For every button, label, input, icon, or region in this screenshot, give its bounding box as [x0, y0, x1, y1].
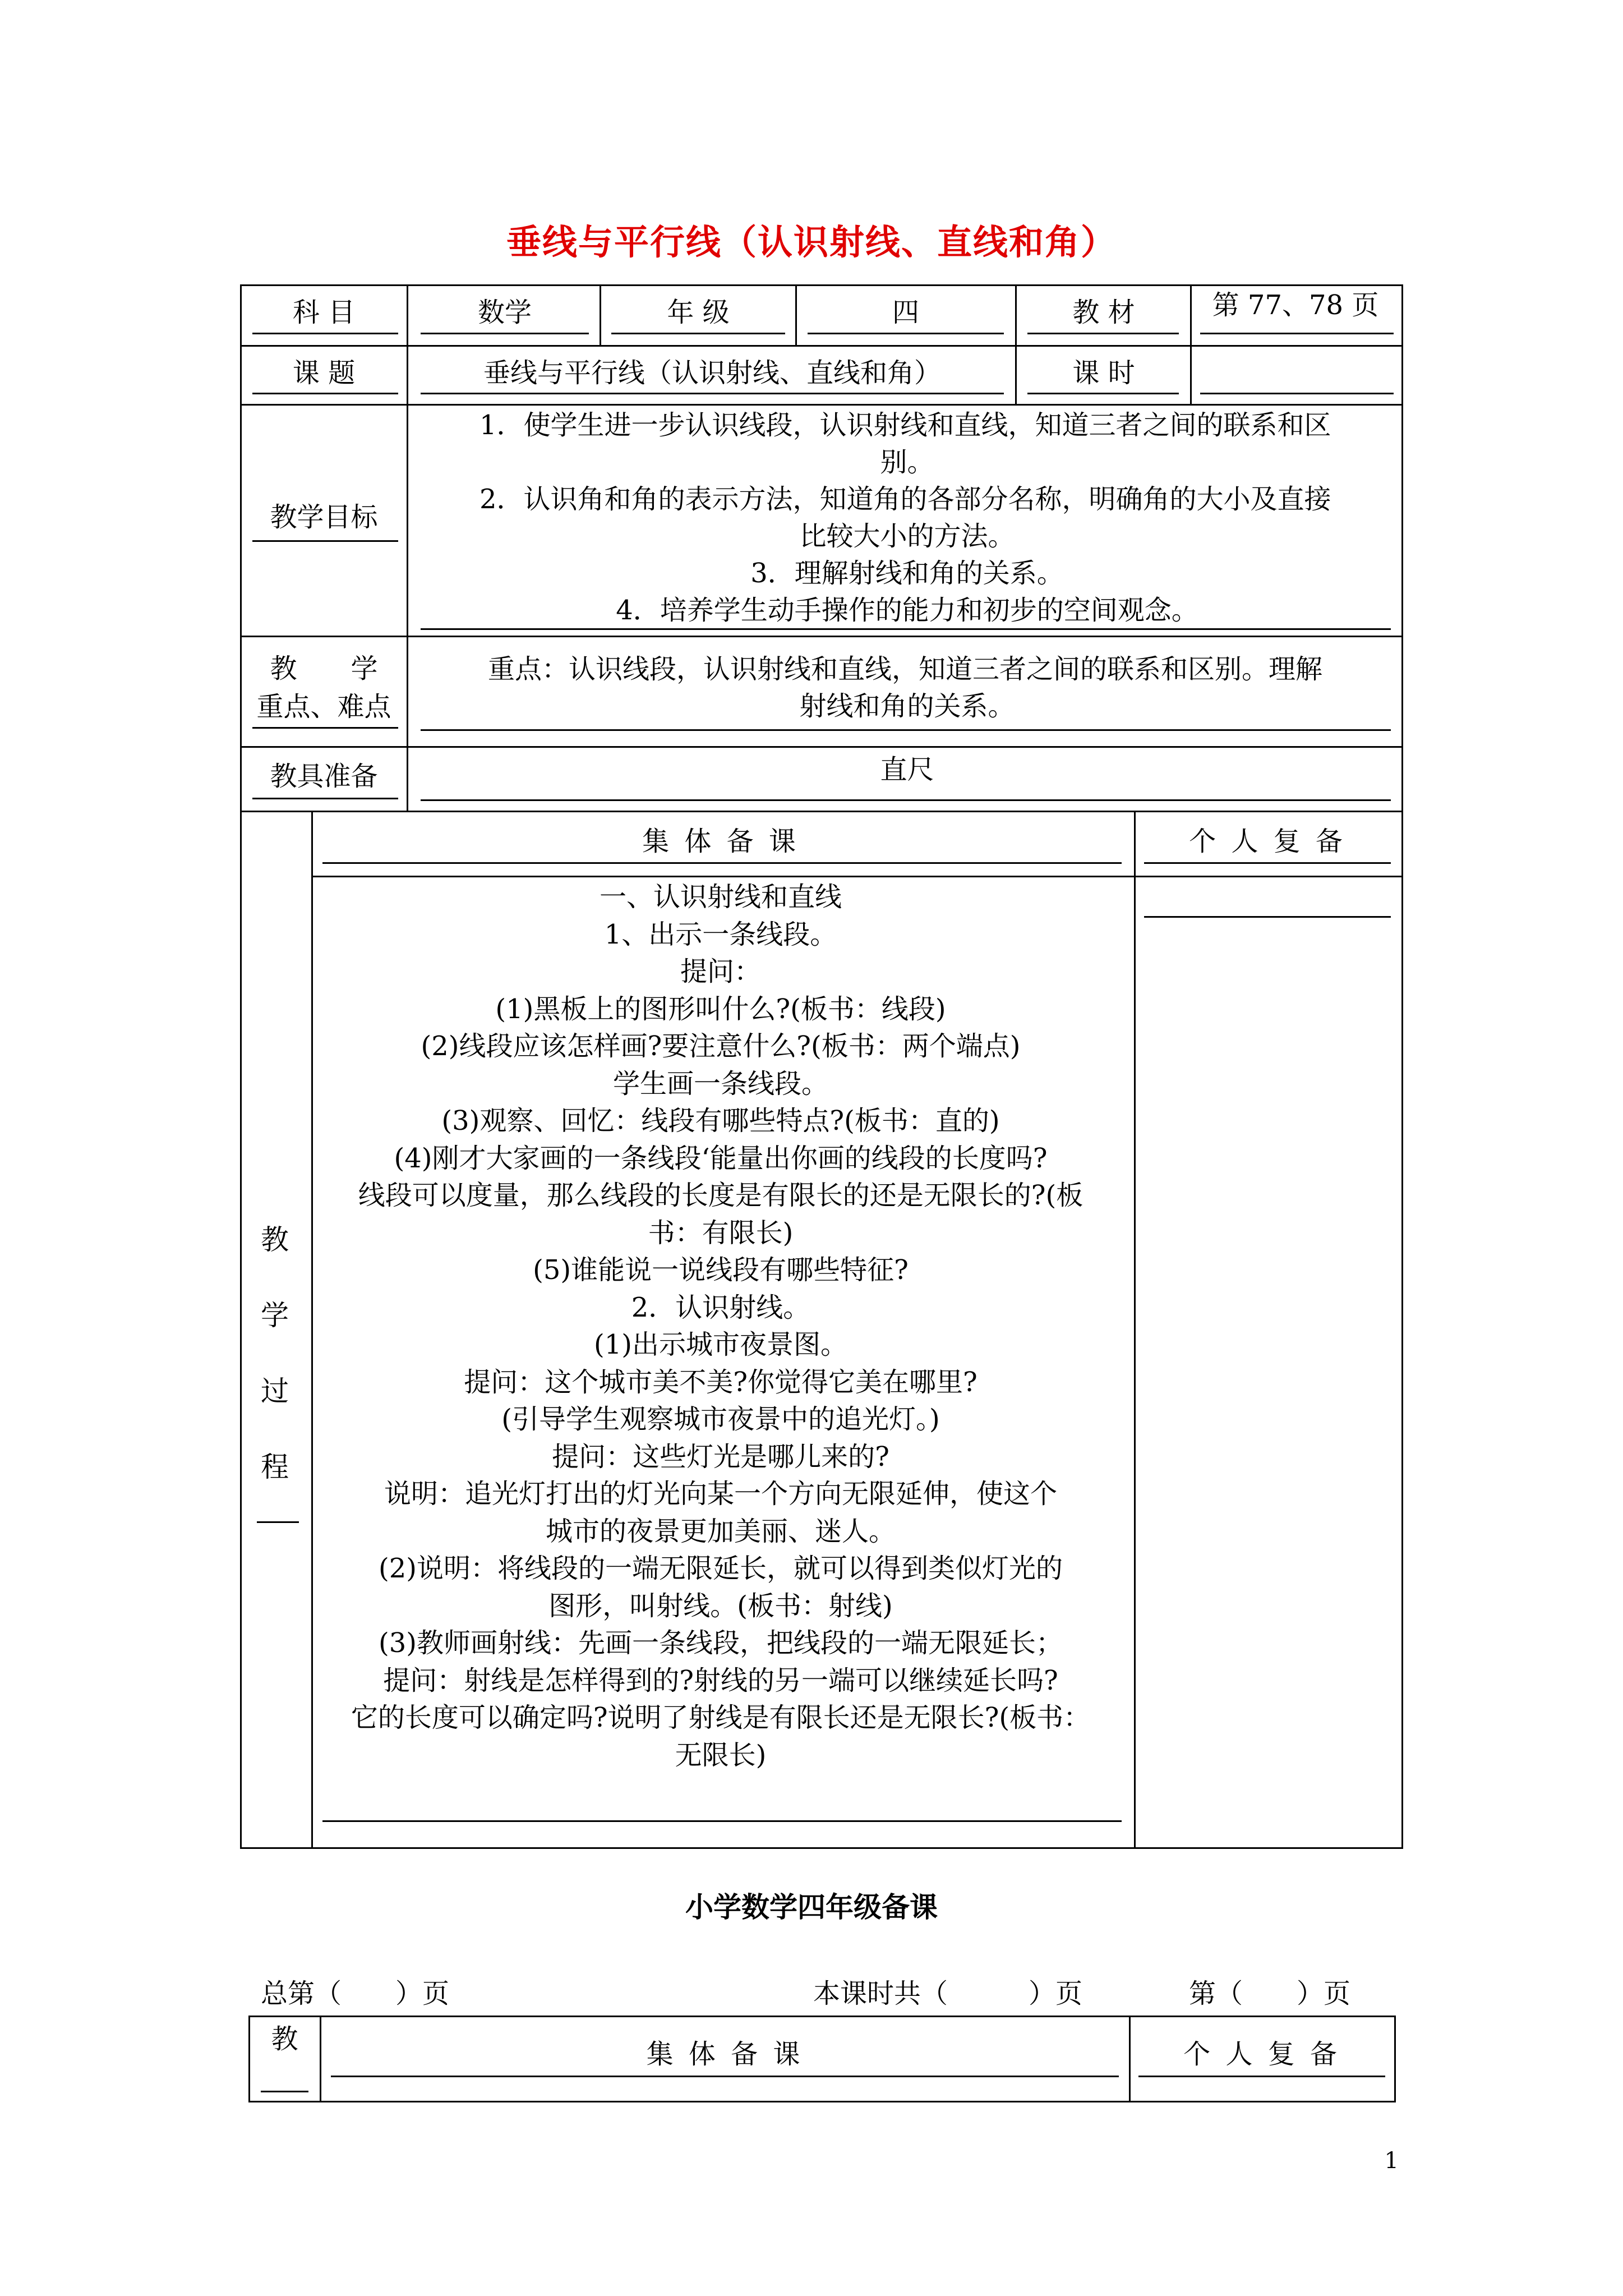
total-page-field: 总第（ ）页 — [261, 1978, 450, 2009]
textbook-label: 教 材 — [1072, 297, 1135, 328]
topic-value: 垂线与平行线（认识射线、直线和角） — [483, 357, 941, 389]
key-points-text: 重点：认识线段，认识射线和直线，知道三者之间的联系和区别。理解 射线和角的关系。 — [488, 654, 1323, 722]
grade-label: 年 级 — [667, 297, 730, 328]
tools-label: 教具准备 — [270, 761, 378, 792]
lesson-total-pages-field: 本课时共（ ）页 — [813, 1978, 1083, 2009]
process-body: 一、认识射线和直线 1、出示一条线段。 提问： (1)黑板上的图形叫什么?(板书：线段) (2)线段应该怎样画?要注意什么?(板书：两个端点) 学生画一条线段。 (3)观察、回忆：线段有哪些特点?(板书：直的) (4)刚才大家画的一条线段‘能量出你画的线段的长度吗? 线段可以度量，那么线段的长度是有限长的还是无限长的?(板 书：有限长) (5)谁能说一说线段有哪些特征? 2．认识射线。 (1)出示城市夜景图。 提问：这个城市美不美?你觉得它美在哪里? (引导学生观察城市夜景中的追光灯。) 提问：这些灯光是哪儿来的? 说明：追光灯打出的灯光向某一个方向无限延伸，使这个 城市的夜景更加美丽、迷人。 (2)说明：将线段的一端无限延长，就可以得到类似灯光的 图形，叫射线。(板书：射线) (3)教师画射线：先画一条线段，把线段的一端无限延长； 提问：射线是怎样得到的?射线的另一端可以继续延长吗? 它的长度可以确定吗?说明了射线是有限长还是无限长?(板书： 无限长) — [351, 881, 1091, 1771]
second-personal-heading: 个 人 复 备 — [1183, 2039, 1340, 2070]
page-number: 1 — [1384, 2148, 1399, 2174]
subject-value: 数学 — [477, 297, 532, 328]
lesson-subtitle: 小学数学四年级备课 — [685, 1890, 938, 1924]
goals-label: 教学目标 — [270, 501, 378, 533]
textbook-value: 第 77、78 页 — [1212, 289, 1379, 321]
process-label-char-1: 教 — [261, 1223, 289, 1256]
period-label: 课 时 — [1072, 357, 1135, 389]
key-points-label-line1: 教 学 — [270, 653, 378, 684]
second-table-label: 教 — [271, 2023, 298, 2055]
process-label-char-2: 学 — [261, 1299, 289, 1332]
subject-label: 科 目 — [292, 297, 356, 328]
page-of-field: 第（ ）页 — [1189, 1978, 1351, 2009]
process-label-char-3: 过 — [261, 1375, 289, 1407]
topic-label: 课 题 — [292, 357, 356, 389]
tools-value: 直尺 — [880, 754, 934, 785]
personal-prep-heading: 个 人 复 备 — [1189, 826, 1346, 857]
document-title: 垂线与平行线（认识射线、直线和角） — [506, 222, 1117, 263]
second-group-heading: 集 体 备 课 — [646, 2039, 804, 2070]
group-prep-heading: 集 体 备 课 — [642, 826, 799, 857]
goals-text: 1．使学生进一步认识线段，认识射线和直线，知道三者之间的联系和区 别。 2．认识角和角的表示方法，知道角的各部分名称，明确角的大小及直接 比较大小的方法。 3．理解射线和角的关系。 4．培养学生动手操作的能力和初步的空间观念。 — [479, 409, 1331, 626]
grade-value: 四 — [892, 297, 919, 328]
process-label-char-4: 程 — [261, 1451, 289, 1483]
key-points-label-line2: 重点、难点 — [256, 691, 391, 723]
